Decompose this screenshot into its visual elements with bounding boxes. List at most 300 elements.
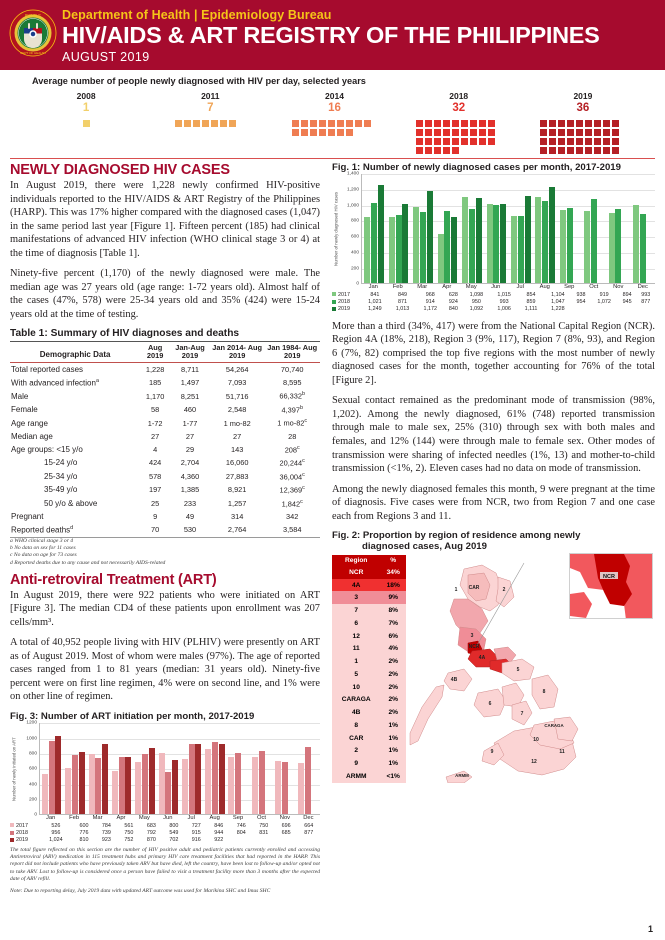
pictogram-dot	[567, 138, 574, 145]
bar-2019-Jun	[172, 760, 178, 814]
bar-2017-Oct	[584, 211, 590, 283]
pictogram-dot	[443, 120, 450, 127]
pictogram-dot	[319, 120, 326, 127]
table-cell: 27	[185, 431, 195, 441]
table-cell: 530	[183, 525, 197, 535]
legend-value: 919	[599, 291, 609, 298]
map-label-1: 1	[454, 586, 458, 593]
table-cell: 208$^c$	[284, 444, 300, 455]
pictogram-dot	[416, 129, 423, 136]
pictogram-dot	[576, 129, 583, 136]
legend-swatch	[332, 292, 336, 296]
table-cell: 2,548	[227, 405, 247, 415]
table-row	[10, 430, 320, 443]
pictogram-dot	[576, 147, 583, 154]
legend-value: 685	[281, 830, 291, 837]
bar-2018-May	[469, 209, 475, 284]
pictogram-dot	[443, 129, 450, 136]
pictogram-dot	[567, 147, 574, 154]
pictogram-dot	[83, 120, 90, 127]
col-region: Region	[332, 555, 380, 566]
page-number: 1	[647, 924, 653, 934]
pictogram-year: 2008	[76, 91, 96, 101]
col-jan2014-aug2019: Jan 2014- Aug 2019	[212, 343, 263, 360]
table-cell: 1-77	[182, 418, 198, 428]
pictogram-year: 2011	[201, 91, 220, 101]
region-table-body	[332, 566, 406, 783]
region-name: NCR	[349, 568, 364, 576]
legend-swatch	[332, 300, 336, 304]
pictogram-dot	[452, 147, 459, 154]
fig3-caption: Fig. 3: Number of ART initiation per month, 2017-2019	[10, 710, 255, 722]
region-name: ARMM	[345, 772, 367, 780]
legend-label	[10, 829, 39, 836]
y-tick-label: 1000	[26, 736, 37, 742]
header-subtitle: AUGUST 2019	[62, 49, 150, 64]
table-cell: 8,595	[282, 378, 302, 388]
region-percent: 2%	[388, 658, 398, 666]
pictogram-value: 36	[576, 102, 590, 114]
pictogram-column-2014	[272, 91, 396, 155]
y-tick-label: 800	[28, 751, 37, 757]
row-label: 35-49 y/o	[44, 485, 78, 495]
legend-value: 1,021	[368, 299, 382, 306]
legend-value: 950	[471, 299, 481, 306]
footnote-marker: c	[302, 471, 305, 478]
pictogram-dots	[291, 119, 379, 137]
pictogram-dot	[612, 129, 619, 136]
table-cell: 8,921	[227, 485, 247, 495]
y-tick-label: 400	[350, 250, 359, 256]
map-label-ARMM: ARMM	[455, 772, 469, 778]
bar-2018-Oct	[259, 751, 265, 815]
pictogram-dot	[612, 120, 619, 127]
fig1-chart	[332, 171, 655, 313]
pictogram-column-2008	[24, 91, 148, 155]
pictogram-dot	[461, 138, 468, 145]
pictogram-dot	[576, 138, 583, 145]
legend-value: 750	[259, 822, 269, 829]
table-head	[10, 342, 320, 363]
row-label: 25-34 y/o	[44, 471, 78, 481]
table-caption: Table 1: Summary of HIV diagnoses and deaths	[10, 328, 240, 340]
pictogram-dot	[585, 120, 592, 127]
map-label-9: 9	[490, 748, 494, 755]
region-row	[332, 617, 406, 630]
table-cell: 36,004$^c$	[279, 471, 305, 482]
page-title: HIV/AIDS & ART REGISTRY OF THE PHILIPPINES	[62, 22, 600, 48]
pictogram-dot	[193, 120, 200, 127]
map-label-10: 10	[533, 736, 539, 743]
region-percent: 2%	[388, 683, 398, 691]
legend-value: 1,013	[395, 306, 410, 313]
pictogram-dot	[585, 147, 592, 154]
bar-2017-Nov	[609, 213, 615, 283]
fig1-y-axis-title: Number of newly diagnosed HIV cases	[333, 192, 339, 267]
pictogram-dot	[540, 147, 547, 154]
pictogram-dot	[549, 120, 556, 127]
fig2-caption	[332, 530, 655, 553]
table-cell: 1,385	[180, 485, 200, 495]
legend-value	[572, 306, 590, 313]
legend-row-2019	[332, 306, 655, 313]
bar-group-Jun	[157, 723, 180, 814]
legend-value: 840	[448, 306, 458, 313]
pictogram-dot	[612, 138, 619, 145]
pictogram-dot	[549, 147, 556, 154]
map-label-8: 8	[542, 688, 546, 695]
bar-2017-Aug	[535, 197, 541, 284]
legend-value: 938	[576, 291, 586, 298]
legend-value: 916	[191, 837, 201, 844]
bar-2017-Apr	[112, 771, 118, 814]
bar-group-Feb	[63, 723, 86, 814]
fig2-region-map	[332, 555, 655, 783]
right-column	[328, 162, 655, 896]
row-label: Male	[11, 391, 29, 401]
legend-value: 1,172	[423, 306, 437, 313]
left-column	[10, 162, 328, 896]
bar-group-Mar	[411, 174, 435, 283]
x-tick-label: Dec	[637, 284, 648, 291]
row-label: Age groups: <15 y/o	[11, 444, 83, 454]
map-label-11: 11	[559, 748, 565, 755]
pictogram-dot	[229, 120, 236, 127]
legend-value: 739	[101, 830, 111, 837]
ncr-inset-svg	[570, 554, 653, 619]
bar-2019-Jan	[55, 736, 61, 815]
legend-series-name: 2017	[338, 291, 350, 298]
pictogram-dot	[540, 138, 547, 145]
pictogram-dot	[434, 129, 441, 136]
legend-row-2017	[10, 822, 320, 829]
legend-value: 894	[622, 291, 632, 298]
legend-value: 526	[51, 822, 61, 829]
paragraph-pregnant: Among the newly diagnosed females this month, 9 were pregnant at the time of diagnosis. Five cases were from NCR, two from Region 7 and one case each from Regions 3 and 11.	[332, 483, 655, 522]
map-label-3: 3	[470, 632, 474, 639]
x-tick-label: Mar	[417, 284, 428, 291]
region-row	[332, 642, 406, 655]
pictogram-dot	[549, 129, 556, 136]
pictogram-dot	[558, 120, 565, 127]
table-row	[10, 470, 320, 483]
paragraph-newly-diagnosed-1: In August 2019, there were 1,228 newly confirmed HIV-positive individuals reported to the HIV/AIDS & ART Registry of the Philippines (HARP). This was 17% higher compared with the diagnosed cases (1,047) in the same period last year [Figure 1]. Fifteen percent (185) had clinical manifestations of advanced HIV infection (WHO clinical stage 3 or 4) at the time of diagnosis [Table 1].	[10, 180, 320, 259]
pictogram-dot	[434, 147, 441, 154]
legend-value: 922	[214, 837, 224, 844]
table-cell: 460	[183, 405, 197, 415]
pictogram-dot	[558, 138, 565, 145]
table-cell: 16,060	[225, 458, 249, 468]
table-cell: 424	[148, 458, 162, 468]
footnote: d Reported deaths due to any cause and not necessarily AIDS-related	[10, 559, 166, 566]
legend-swatch	[10, 823, 14, 827]
bar-2017-Jul	[182, 759, 188, 815]
map-label-7: 7	[520, 710, 524, 717]
legend-value: 871	[398, 299, 408, 306]
fig3-x-labels	[10, 812, 320, 822]
table-row	[10, 376, 320, 390]
fig3-chart	[10, 720, 320, 844]
bar-2017-Mar	[89, 754, 95, 814]
pictogram-dot	[452, 129, 459, 136]
legend-value: 702	[169, 837, 179, 844]
footnote-marker: c	[302, 485, 305, 492]
bar-2017-Jun	[159, 753, 165, 814]
footnote-marker: c	[302, 458, 305, 465]
header-department: Department of Health | Epidemiology Bureau	[62, 8, 332, 22]
fig3-bars	[39, 723, 320, 815]
bar-2018-Feb	[396, 215, 402, 283]
legend-value: 746	[236, 822, 246, 829]
table-cell: 27	[151, 431, 160, 441]
pictogram-dots	[415, 119, 503, 155]
pictogram-dot	[434, 138, 441, 145]
footnote-marker: c	[304, 418, 308, 425]
table-row	[10, 389, 320, 402]
pictogram-dot	[328, 129, 335, 136]
bar-2017-Feb	[65, 768, 71, 814]
fig2-caption-line1: Fig. 2: Proportion by region of residence among newly	[332, 530, 581, 542]
svg-text:REPUBLIC: REPUBLIC	[24, 13, 42, 18]
bar-group-Mar	[87, 723, 110, 814]
pictogram-dot	[337, 129, 344, 136]
region-table-head	[332, 555, 406, 566]
bar-2018-Feb	[72, 755, 78, 814]
pictogram-dot	[416, 120, 423, 127]
x-tick-label: Jan	[368, 284, 378, 291]
pictogram-dot	[549, 138, 556, 145]
bar-2017-Nov	[275, 761, 281, 814]
pictogram-dot	[479, 129, 486, 136]
bar-2018-Dec	[305, 747, 311, 814]
fig2-caption-line2: diagnosed cases, Aug 2019	[362, 541, 487, 553]
bar-group-Aug	[533, 174, 557, 283]
bar-2018-Apr	[119, 757, 125, 815]
region-name: 3	[354, 594, 359, 602]
region-row	[332, 591, 406, 604]
bar-2017-Feb	[389, 217, 395, 284]
legend-value	[230, 837, 252, 844]
bar-group-container	[40, 723, 320, 814]
legend-value: 877	[304, 830, 314, 837]
footnote-marker: a	[95, 377, 99, 384]
pictogram-dot	[585, 138, 592, 145]
legend-value: 810	[79, 837, 89, 844]
bar-group-Nov	[606, 174, 630, 283]
pictogram-dot	[603, 147, 610, 154]
x-tick-label: Oct	[256, 815, 267, 822]
x-tick-label: Feb	[392, 284, 403, 291]
pictogram-column-2018	[397, 91, 521, 155]
table-row	[10, 510, 320, 523]
pictogram-dot	[310, 120, 317, 127]
region-row	[332, 706, 406, 719]
legend-value: 1,072	[597, 299, 611, 306]
pictogram-dot	[488, 129, 495, 136]
pictogram-dot	[479, 120, 486, 127]
legend-value: 914	[425, 299, 435, 306]
table-row	[10, 362, 320, 376]
table-cell: 66,332$^b$	[279, 391, 306, 401]
fig1-caption: Fig. 1: Number of newly diagnosed cases per month, 2017-2019	[332, 162, 621, 173]
legend-value: 784	[101, 822, 111, 829]
table-cell: 2,764	[227, 525, 247, 535]
legend-value: 831	[259, 830, 269, 837]
table-cell: 1 mo-82	[223, 418, 251, 428]
legend-series-name: 2019	[338, 306, 350, 313]
bar-2017-Aug	[205, 749, 211, 814]
row-label: Median age	[11, 431, 53, 441]
table-cell: 3,584	[282, 525, 302, 535]
legend-row-2017	[332, 291, 655, 298]
table-cell: 197	[148, 485, 162, 495]
paragraph-regions: More than a third (34%, 417) were from the National Capital Region (NCR). Region 4A (18%, 218), Region 3 (9%, 117), Region 7 (8%, 93), and Region 6 (7%, 82) comprised the top five regions with the most number of newly diagnosed cases for the month, together accounting for 76% of the total [Figure 2].	[332, 320, 655, 386]
pictogram-dot	[202, 120, 209, 127]
y-tick-label: 600	[28, 766, 37, 772]
legend-value	[275, 837, 297, 844]
pictogram-year: 2018	[449, 91, 469, 101]
bar-2019-Mar	[427, 191, 433, 283]
pictogram-value: 1	[82, 102, 90, 114]
pictogram-dot	[461, 129, 468, 136]
pictogram-dot	[184, 120, 191, 127]
legend-value: 1,024	[49, 837, 63, 844]
legend-value: 859	[526, 299, 536, 306]
x-tick-label: Mar	[92, 815, 103, 822]
legend-value	[297, 837, 320, 844]
legend-value	[636, 306, 655, 313]
bar-group-Jan	[40, 723, 63, 814]
bar-2018-Sep	[567, 208, 573, 283]
table-cell: 12,369$^c$	[279, 485, 305, 495]
x-tick-label: Apr	[116, 815, 126, 822]
pictogram-dot	[470, 138, 477, 145]
pictogram-dot	[603, 129, 610, 136]
bar-group-Apr	[110, 723, 133, 814]
pictogram-dot	[319, 129, 326, 136]
section-title-art: Anti-retroviral Treatment (ART)	[10, 571, 217, 588]
x-tick-label: Dec	[303, 815, 314, 822]
bar-2019-Jan	[378, 185, 384, 283]
bar-group-Dec	[297, 723, 320, 814]
legend-value: 1,006	[497, 306, 511, 313]
legend-value: 1,047	[551, 299, 565, 306]
pictogram-dot	[470, 129, 477, 136]
legend-value: 954	[576, 299, 586, 306]
x-tick-label: Feb	[69, 815, 80, 822]
legend-swatch	[332, 307, 336, 311]
pictogram-dot	[220, 120, 227, 127]
table-cell: 51,716	[225, 391, 249, 401]
pictogram-dot	[594, 129, 601, 136]
footnote: c No data on age for 73 cases	[10, 552, 77, 559]
pictogram-dot	[175, 120, 182, 127]
pictogram-dot	[443, 138, 450, 145]
pictogram-dot	[328, 120, 335, 127]
region-percent: 1%	[388, 760, 398, 768]
bar-group-Jan	[362, 174, 386, 283]
legend-value	[252, 837, 274, 844]
table-cell: 1,228	[145, 364, 165, 374]
pictogram-dot	[425, 120, 432, 127]
x-tick-label: Nov	[279, 815, 291, 822]
table-cell: 4,360	[180, 471, 200, 481]
footnote: a WHO clinical stage 3 or 4	[10, 537, 74, 544]
table-cell: 27,883	[225, 471, 249, 481]
footnote: b No data on sex for 11 cases	[10, 545, 76, 552]
bar-2018-Apr	[444, 211, 450, 284]
pictogram-value: 32	[452, 102, 466, 114]
pictogram-dot	[594, 138, 601, 145]
region-percent: 1%	[388, 721, 398, 729]
region-percent: 2%	[388, 696, 398, 704]
fig3-footnote: The total figure reflected on this section are the number of HIV positive adult and pediatric patients currently enrolled and accessing Antiretroviral (ARV) medication in 115 treatment hubs and primary HIV care treatment facilities that had reported in the HARP. This report did not include patients who have previously taken ARV but have died, left the country, have been lost to follow-up and/or opted not to take ARV. Lost to follow-up is considered once a person have failed to visit a treatment facility more than 3 months after the expected date of ARV refill.	[10, 846, 320, 882]
pictogram-dot	[346, 120, 353, 127]
bar-2018-Sep	[235, 753, 241, 815]
pictogram-year: 2014	[325, 91, 344, 101]
page-header	[0, 0, 665, 70]
col-demographic-data: Demographic Data	[39, 350, 111, 360]
pictogram-dot	[301, 120, 308, 127]
pictogram-dot	[337, 120, 344, 127]
pictogram-dot	[355, 120, 362, 127]
bar-2017-Jul	[511, 216, 517, 283]
region-name: 7	[354, 607, 359, 615]
region-row	[332, 655, 406, 668]
footnote-marker: c	[297, 444, 300, 451]
legend-value: 1,092	[469, 306, 484, 313]
table-cell: 8,711	[181, 364, 199, 374]
x-tick-label: Aug	[209, 815, 220, 822]
table-cell: 185	[148, 378, 162, 388]
pictogram-dot	[434, 120, 441, 127]
bar-2017-May	[135, 762, 141, 814]
legend-value	[618, 306, 636, 313]
bar-2018-Aug	[212, 742, 218, 814]
bar-2019-Mar	[102, 744, 108, 815]
region-percent: 7%	[388, 619, 398, 627]
legend-value: 800	[169, 822, 179, 829]
region-row	[332, 566, 406, 579]
bar-group-Jun	[484, 174, 508, 283]
region-percent: 34%	[386, 568, 400, 576]
bar-group-Dec	[631, 174, 655, 283]
region-row	[332, 668, 406, 681]
bar-2019-May	[149, 748, 155, 815]
bar-2018-Dec	[640, 214, 646, 283]
y-tick-label: 1,000	[346, 203, 359, 209]
footnote-marker: c	[300, 498, 303, 505]
region-name: 1	[354, 658, 359, 666]
bar-2017-Sep	[228, 757, 234, 814]
bar-2019-May	[476, 198, 482, 284]
table-row	[10, 416, 320, 429]
table-cell: 8,251	[180, 391, 200, 401]
legend-value: 683	[146, 822, 156, 829]
table-cell: 314	[230, 512, 244, 522]
fig1-legend-table	[332, 291, 655, 313]
region-name: 10	[352, 683, 360, 691]
legend-value: 870	[146, 837, 156, 844]
bar-2019-Feb	[402, 204, 408, 284]
region-name: 4A	[352, 581, 361, 589]
region-name: 8	[354, 721, 359, 729]
legend-value: 923	[101, 837, 111, 844]
bar-2018-Jun	[493, 205, 499, 283]
legend-label	[10, 837, 39, 844]
fig3-legend-table	[10, 822, 320, 844]
philippines-map	[406, 555, 655, 783]
